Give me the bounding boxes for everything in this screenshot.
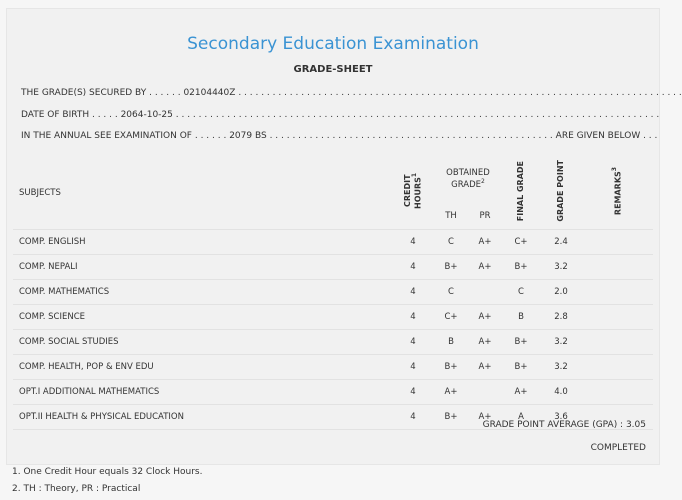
exam-suffix: ARE GIVEN BELOW . . . <box>555 131 658 141</box>
pr-grade-cell <box>468 380 502 405</box>
table-row <box>13 280 653 305</box>
credit-cell: 4 <box>392 255 434 280</box>
th-grade-cell: B <box>434 330 468 355</box>
grade-point-cell: 2.8 <box>540 305 582 330</box>
col-remarks <box>582 156 653 230</box>
th-grade-cell: C+ <box>434 305 468 330</box>
table-row <box>13 230 653 255</box>
th-grade-cell: B+ <box>434 355 468 380</box>
final-grade-cell: A+ <box>502 380 540 405</box>
grades-table <box>13 156 653 430</box>
th-grade-cell: C <box>434 230 468 255</box>
final-grade-cell: C+ <box>502 230 540 255</box>
credit-cell: 4 <box>392 355 434 380</box>
pr-grade-cell: A+ <box>468 230 502 255</box>
dob-value: 2064-10-25 <box>120 110 173 120</box>
footnote-1: 1. One Credit Hour equals 32 Clock Hours. <box>12 467 203 477</box>
th-grade-cell: B+ <box>434 405 468 430</box>
grade-point-cell: 3.6 <box>540 405 582 430</box>
credit-cell: 4 <box>392 305 434 330</box>
remarks-label: REMARKS <box>613 171 623 216</box>
credit-cell: 4 <box>392 280 434 305</box>
final-grade-cell: B <box>502 305 540 330</box>
table-row <box>13 355 653 380</box>
grade-point-cell: 4.0 <box>540 380 582 405</box>
remarks-cell <box>582 380 653 405</box>
pr-grade-cell: A+ <box>468 305 502 330</box>
pr-grade-cell: A+ <box>468 330 502 355</box>
table-row <box>13 330 653 355</box>
final-grade-cell: B+ <box>502 330 540 355</box>
result-status: COMPLETED <box>590 443 646 453</box>
subject-cell: OPT.I ADDITIONAL MATHEMATICS <box>13 380 392 405</box>
dots: . . . . . . <box>194 131 230 141</box>
pr-grade-cell: A+ <box>468 255 502 280</box>
footnote-2: 2. TH : Theory, PR : Practical <box>12 484 141 494</box>
subject-cell: COMP. SCIENCE <box>13 305 392 330</box>
grade-point-label: GRADE POINT <box>556 160 565 222</box>
credit-cell: 4 <box>392 405 434 430</box>
final-grade-label: FINAL GRADE <box>516 160 525 222</box>
remarks-note-ref: 3 <box>611 166 619 172</box>
final-grade-cell: B+ <box>502 255 540 280</box>
subject-cell: COMP. ENGLISH <box>13 230 392 255</box>
remarks-cell <box>582 255 653 280</box>
subject-cell: COMP. MATHEMATICS <box>13 280 392 305</box>
remarks-cell <box>582 305 653 330</box>
exam-year: 2079 BS <box>229 131 267 141</box>
credit-note-ref: 1 <box>410 172 418 178</box>
col-credit-hours <box>392 156 434 230</box>
col-subjects: SUBJECTS <box>13 156 392 230</box>
dob-line <box>21 110 660 120</box>
final-grade-cell: B+ <box>502 355 540 380</box>
symbol-line <box>21 88 682 98</box>
grade-point-cell: 3.2 <box>540 330 582 355</box>
pr-grade-cell: A+ <box>468 355 502 380</box>
remarks-cell <box>582 355 653 380</box>
credit-cell: 4 <box>392 330 434 355</box>
col-obtained-grade <box>434 156 502 202</box>
col-grade-point <box>540 156 582 230</box>
dots: . . . . . <box>91 110 121 120</box>
dots: . . . . . . . . . . . . . . . . . . . . . . . . . . . . . . . . . . . . . . . . . . . . . . . . . . . . . . . . . . . . . . . . . . . . . . . . . . . . . . <box>238 88 682 98</box>
dots: . . . . . . . . . . . . . . . . . . . . . . . . . . . . . . . . . . . . . . . . . . . . . . . . . . . . . . . . . . . . . . . . . . . . . . . . . . . . . . . . . . . . . <box>175 110 660 120</box>
table-row <box>13 305 653 330</box>
pr-grade-cell: A+ <box>468 405 502 430</box>
table-row <box>13 380 653 405</box>
remarks-cell <box>582 280 653 305</box>
grade-note-ref: 2 <box>481 178 485 186</box>
credit-cell: 4 <box>392 380 434 405</box>
final-grade-cell: C <box>502 280 540 305</box>
dots: . . . . . . . . . . . . . . . . . . . . . . . . . . . . . . . . . . . . . . . . . . . . . . . . . . <box>269 131 556 141</box>
grade-point-cell: 3.2 <box>540 255 582 280</box>
gpa-summary: GRADE POINT AVERAGE (GPA) : 3.05 <box>482 420 646 430</box>
grade-point-cell: 3.2 <box>540 355 582 380</box>
dob-label: DATE OF BIRTH <box>21 110 90 120</box>
dots: . . . . . . <box>149 88 184 98</box>
col-pr: PR <box>468 202 502 229</box>
col-final-grade <box>502 156 540 230</box>
obtained-grade-label: OBTAINED GRADE <box>446 168 490 191</box>
table-header-row <box>13 156 653 202</box>
th-grade-cell: A+ <box>434 380 468 405</box>
th-grade-cell: C <box>434 280 468 305</box>
symbol-no: 02104440Z <box>183 88 236 98</box>
grade-point-cell: 2.4 <box>540 230 582 255</box>
final-grade-cell: A <box>502 405 540 430</box>
subject-cell: OPT.II HEALTH & PHYSICAL EDUCATION <box>13 405 392 430</box>
subject-cell: COMP. SOCIAL STUDIES <box>13 330 392 355</box>
exam-line <box>21 131 658 141</box>
subject-cell: COMP. NEPALI <box>13 255 392 280</box>
credit-hours-label: CREDIT HOURS <box>402 174 423 210</box>
subject-cell: COMP. HEALTH, POP & ENV EDU <box>13 355 392 380</box>
remarks-cell <box>582 330 653 355</box>
pr-grade-cell <box>468 280 502 305</box>
remarks-cell <box>582 230 653 255</box>
page-subtitle: GRADE-SHEET <box>293 64 373 75</box>
exam-label: IN THE ANNUAL SEE EXAMINATION OF <box>21 131 192 141</box>
grade-sheet <box>6 8 682 465</box>
grades-label: THE GRADE(S) SECURED BY <box>21 88 147 98</box>
credit-cell: 4 <box>392 230 434 255</box>
col-th: TH <box>434 202 468 229</box>
table-row <box>13 255 653 280</box>
th-grade-cell: B+ <box>434 255 468 280</box>
page-title: Secondary Education Examination <box>187 34 479 54</box>
grade-point-cell: 2.0 <box>540 280 582 305</box>
